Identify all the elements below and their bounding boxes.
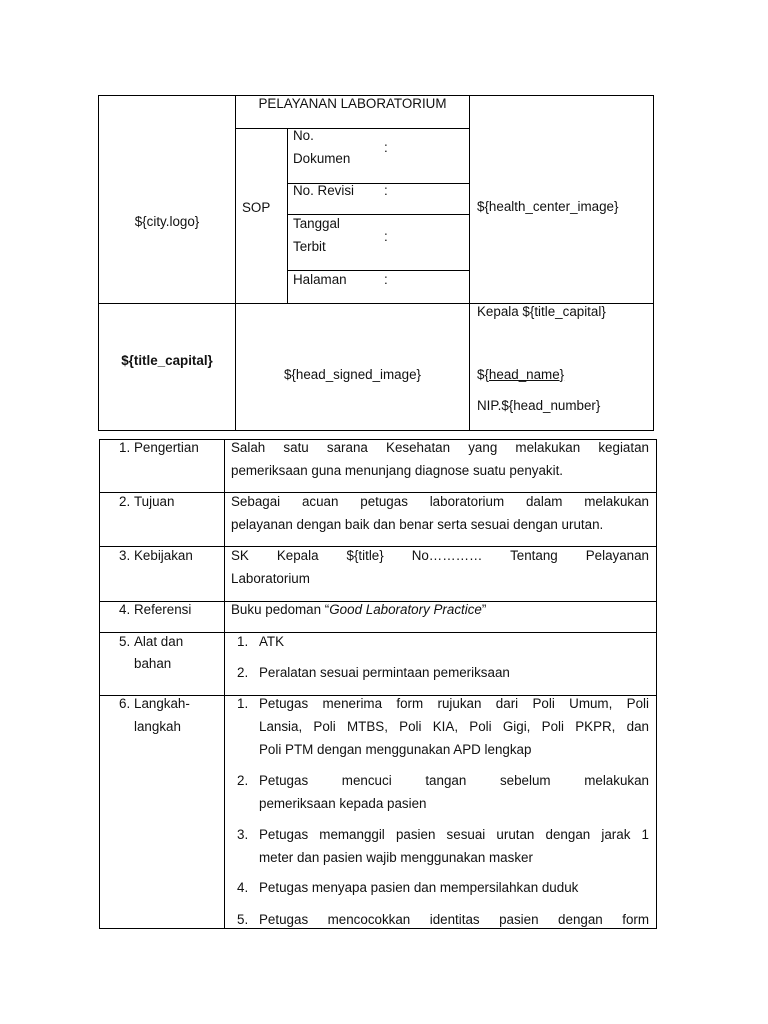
tanggal-terbit-colon: : [384, 229, 388, 244]
list-number: 2. [237, 665, 249, 680]
list-item: ATK [259, 634, 285, 649]
list-item: Peralatan sesuai permintaan pemeriksaan [259, 665, 510, 680]
row-label: Langkah- [134, 696, 190, 711]
no-revisi-label: No. Revisi [293, 183, 355, 198]
no-revisi-colon: : [384, 183, 388, 198]
row-number: 1. [119, 440, 131, 455]
row-label: langkah [134, 719, 181, 734]
list-item-line: Petugas mencuci tangan sebelum melakukan [259, 773, 649, 788]
row-label: Pengertian [134, 440, 199, 455]
list-item-line: Lansia, Poli MTBS, Poli KIA, Poli Gigi, Poli PKPR, dan [259, 719, 649, 734]
list-item-line: meter dan pasien wajib menggunakan masker [259, 850, 533, 865]
row-content-line: Sebagai acuan petugas laboratorium dalam melakukan [231, 494, 649, 509]
list-number: 4. [237, 880, 249, 895]
list-number: 2. [237, 773, 249, 788]
tanggal-terbit-label-2: Terbit [293, 239, 326, 254]
no-dokumen-label-1: No. [293, 128, 314, 143]
kepala-title: Kepala ${title_capital} [477, 304, 606, 319]
list-number: 5. [237, 912, 249, 927]
list-item-line: pemeriksaan kepada pasien [259, 796, 427, 811]
list-number: 3. [237, 827, 249, 842]
list-number: 1. [237, 634, 249, 649]
list-item-line: Petugas memanggil pasien sesuai urutan dengan jarak 1 [259, 827, 649, 842]
sop-label: SOP [242, 200, 271, 215]
row-number: 5. [119, 634, 131, 649]
row-number: 4. [119, 602, 131, 617]
no-dokumen-label-2: Dokumen [293, 151, 351, 166]
city-logo-placeholder: ${city.logo} [134, 214, 200, 229]
row-number: 3. [119, 548, 131, 563]
health-center-image-placeholder: ${health_center_image} [477, 199, 619, 214]
row-content-line: pemeriksaan guna menunjang diagnose suatu penyakit. [231, 463, 564, 478]
row-content-line: SK Kepala ${title} No………… Tentang Pelayanan [231, 548, 649, 563]
row-content-line: Buku pedoman “Good Laboratory Practice” [231, 602, 487, 617]
head-signed-image-placeholder: ${head_signed_image} [283, 367, 421, 382]
row-content-line: Laboratorium [231, 571, 310, 586]
row-label: Kebijakan [134, 548, 193, 563]
row-content-line: Salah satu sarana Kesehatan yang melakukan kegiatan [231, 440, 649, 455]
list-number: 1. [237, 696, 249, 711]
head-name: ${head_name} [477, 367, 565, 382]
row-label: bahan [134, 656, 172, 671]
tanggal-terbit-label-1: Tanggal [293, 216, 340, 231]
title-capital: ${title_capital} [121, 353, 213, 368]
head-nip: NIP.${head_number} [477, 398, 601, 413]
page-title: PELAYANAN LABORATORIUM [258, 96, 447, 111]
row-label: Referensi [134, 602, 192, 617]
row-content-line: pelayanan dengan baik dan benar serta sesuai dengan urutan. [231, 517, 604, 532]
list-item-line: Petugas menerima form rujukan dari Poli Umum, Poli [259, 696, 649, 711]
no-dokumen-colon: : [384, 140, 388, 155]
list-item-line: Petugas menyapa pasien dan mempersilahkan duduk [259, 880, 579, 895]
row-number: 6. [119, 696, 131, 711]
row-number: 2. [119, 494, 131, 509]
list-item-line: Petugas mencocokkan identitas pasien dengan form [259, 912, 649, 927]
halaman-label: Halaman [293, 272, 347, 287]
row-label: Tujuan [134, 494, 175, 509]
row-label: Alat dan [134, 634, 184, 649]
halaman-colon: : [384, 272, 388, 287]
list-item-line: Poli PTM dengan menggunakan APD lengkap [259, 742, 532, 757]
